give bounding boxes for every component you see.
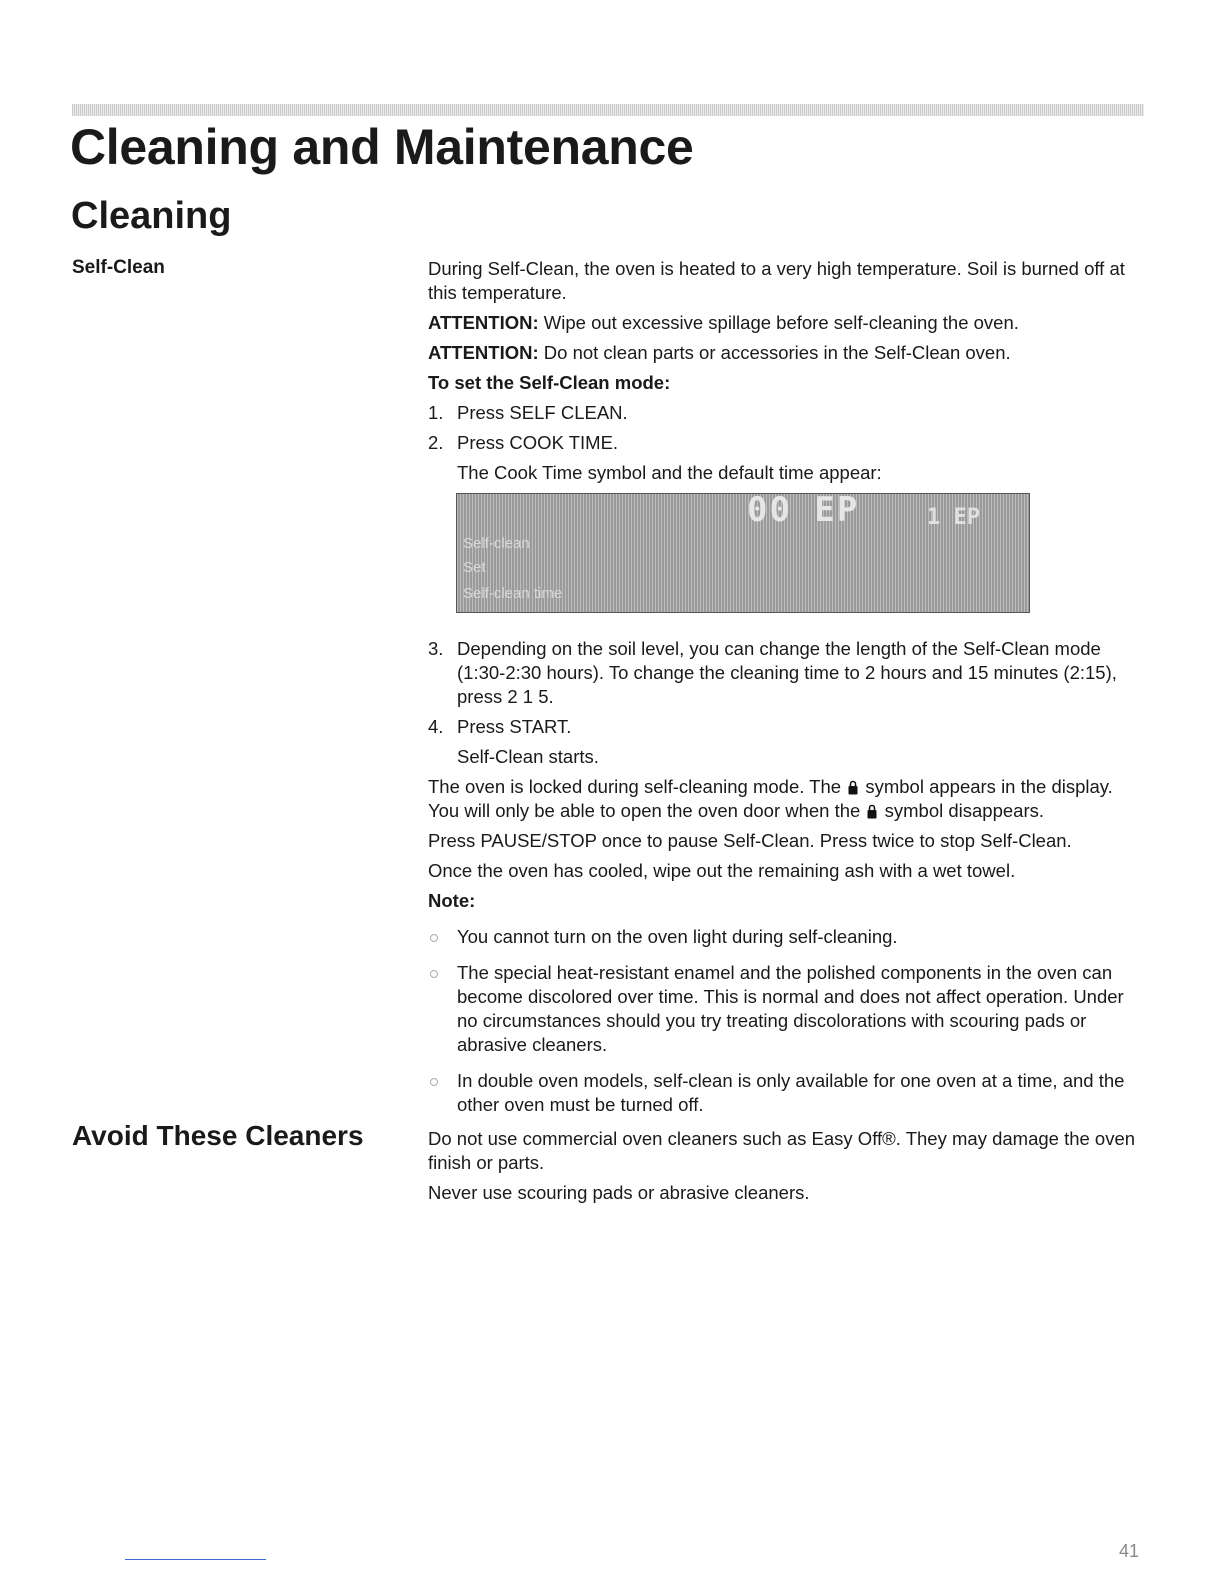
step4-subtext: Self-Clean starts. xyxy=(457,746,599,767)
step-text: Press START. xyxy=(457,716,572,737)
avoid-paragraph-1: Do not use commercial oven cleaners such as Easy Off®. They may damage the oven finish or parts. xyxy=(428,1128,1136,1173)
avoid-cleaners-heading: Avoid These Cleaners xyxy=(72,1120,364,1151)
display-line-1: Self-clean xyxy=(463,535,530,552)
top-rule xyxy=(72,104,1144,116)
page-number: 41 xyxy=(1119,1541,1140,1561)
display-line-2: Set xyxy=(463,559,486,576)
note-text: In double oven models, self-clean is only available for one oven at a time, and the other oven must be turned off. xyxy=(457,1070,1125,1115)
bullet-icon xyxy=(430,934,438,942)
note-label: Note: xyxy=(428,890,476,911)
attention-2 xyxy=(428,341,1144,365)
attention-2-text: Do not clean parts or accessories in the Self-Clean oven. xyxy=(543,342,1011,363)
step-item xyxy=(428,401,1144,425)
step-number: 1. xyxy=(428,402,444,423)
attention-label: ATTENTION: xyxy=(428,312,539,333)
steps-heading: To set the Self-Clean mode: xyxy=(428,372,671,393)
step-item xyxy=(428,637,1144,709)
step-text: Press SELF CLEAN. xyxy=(457,402,628,423)
step-number: 2. xyxy=(428,432,444,453)
oven-display-image xyxy=(456,493,1030,613)
bullet-icon xyxy=(430,970,438,978)
attention-1 xyxy=(428,311,1144,335)
display-line-3: Self-clean time xyxy=(463,585,563,602)
locked-text-c: symbol disappears. xyxy=(884,800,1045,821)
step-text: Press COOK TIME. xyxy=(457,432,619,453)
bullet-icon xyxy=(430,1078,438,1086)
step-number: 3. xyxy=(428,638,444,659)
locked-text-a: The oven is locked during self-cleaning mode. The xyxy=(428,776,842,797)
self-clean-body xyxy=(428,257,1144,1129)
footer-rule xyxy=(125,1559,266,1560)
step2-subtext: The Cook Time symbol and the default time appear: xyxy=(457,462,882,483)
notes-list xyxy=(428,925,1144,1117)
step-item xyxy=(428,715,1144,739)
step-item xyxy=(428,431,1144,455)
display-right-readout: 1 EP xyxy=(927,505,980,530)
pause-paragraph: Press PAUSE/STOP once to pause Self-Clean. Press twice to stop Self-Clean. xyxy=(428,830,1072,851)
note-text: You cannot turn on the oven light during self-cleaning. xyxy=(457,926,898,947)
intro-paragraph: During Self-Clean, the oven is heated to a very high temperature. Soil is burned off at this temperature. xyxy=(428,258,1125,303)
attention-label: ATTENTION: xyxy=(428,342,539,363)
step-number: 4. xyxy=(428,716,444,737)
locked-paragraph xyxy=(428,775,1144,823)
page-title: Cleaning and Maintenance xyxy=(70,119,694,175)
note-item xyxy=(428,925,1144,949)
attention-1-text: Wipe out excessive spillage before self-cleaning the oven. xyxy=(543,312,1019,333)
avoid-cleaners-body xyxy=(428,1127,1144,1211)
section-title: Cleaning xyxy=(71,195,232,237)
lock-icon xyxy=(867,804,877,819)
display-time: 00 EP xyxy=(747,493,860,530)
note-item xyxy=(428,1069,1144,1117)
cooled-paragraph: Once the oven has cooled, wipe out the remaining ash with a wet towel. xyxy=(428,860,1016,881)
locked-text-b: symbol appears in the display. You will only be able to open the oven door when the xyxy=(428,776,1113,821)
steps-list-a xyxy=(428,401,1144,455)
avoid-paragraph-2: Never use scouring pads or abrasive cleaners. xyxy=(428,1182,810,1203)
note-text: The special heat-resistant enamel and the polished components in the oven can become discolored over time. This is normal and does not affect operation. Under no circumstances should you try treating discolorations with scouring pads or abrasive cleaners. xyxy=(457,962,1124,1055)
note-item xyxy=(428,961,1144,1057)
self-clean-heading: Self-Clean xyxy=(72,257,165,278)
steps-list-b xyxy=(428,637,1144,739)
step-text: Depending on the soil level, you can change the length of the Self-Clean mode (1:30-2:30 hours). To change the cleaning time to 2 hours and 15 minutes (2:15), press 2 1 5. xyxy=(457,638,1117,707)
lock-icon xyxy=(848,780,858,795)
